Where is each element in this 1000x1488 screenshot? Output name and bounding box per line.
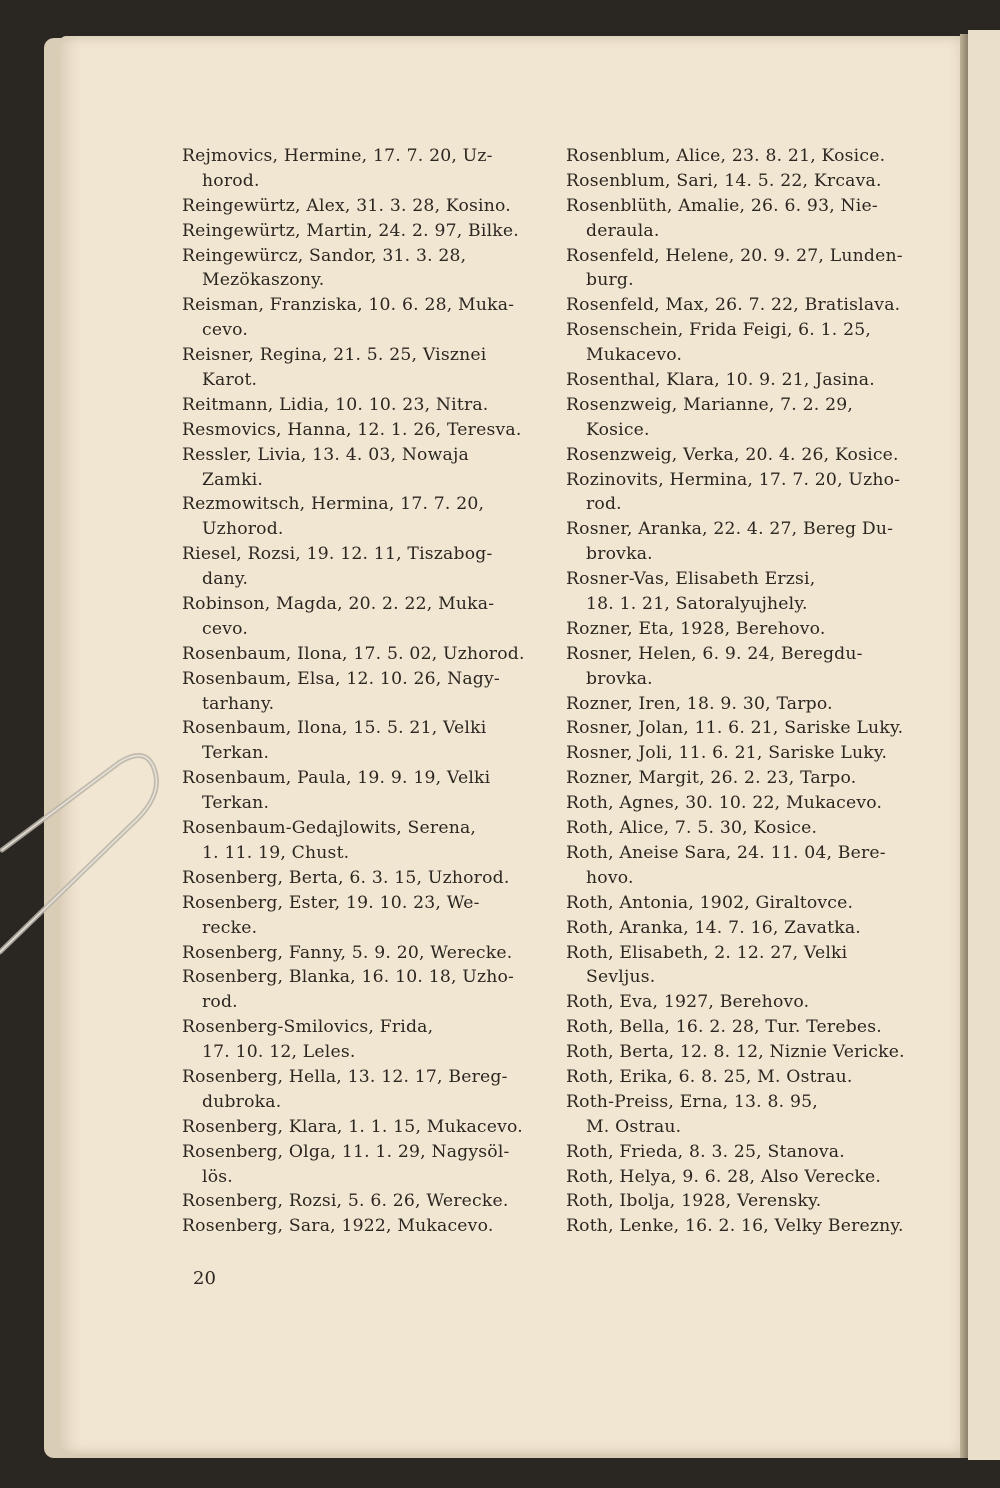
entry-line: Rozinovits, Hermina, 17. 7. 20, Uzho-: [566, 469, 901, 490]
entry-line: cevo.: [202, 320, 249, 341]
entry-line: rod.: [586, 494, 622, 515]
entry-line: Rosenberg, Hella, 13. 12. 17, Bereg-: [182, 1066, 508, 1087]
entry-line: brovka.: [586, 668, 653, 689]
entry-line: Roth, Agnes, 30. 10. 22, Mukacevo.: [566, 793, 883, 814]
entry-line: Rosenberg, Olga, 11. 1. 29, Nagysöl-: [182, 1141, 510, 1162]
entry-line: Resmovics, Hanna, 12. 1. 26, Teresva.: [182, 419, 522, 440]
entry-line: Terkan.: [202, 793, 270, 814]
entry-line: Rozner, Iren, 18. 9. 30, Tarpo.: [566, 693, 833, 714]
entry-line: Rezmowitsch, Hermina, 17. 7. 20,: [182, 494, 485, 515]
entry-line: Rosenzweig, Verka, 20. 4. 26, Kosice.: [566, 444, 899, 465]
entry-line: 17. 10. 12, Leles.: [202, 1042, 356, 1063]
entry-line: Rosenblüth, Amalie, 26. 6. 93, Nie-: [566, 195, 878, 216]
entry-line: Rosenbaum, Paula, 19. 9. 19, Velki: [182, 768, 491, 789]
entry-line: Mezökaszony.: [202, 270, 325, 291]
entry-line: Roth, Ibolja, 1928, Verensky.: [566, 1191, 822, 1212]
entry-line: Rosenbaum-Gedajlowits, Serena,: [182, 818, 477, 839]
paperclip-icon: [0, 740, 170, 980]
entry-line: dany.: [202, 569, 249, 590]
entry-line: Karot.: [202, 370, 258, 391]
entry-line: Uzhorod.: [202, 519, 284, 540]
entry-line: Roth, Helya, 9. 6. 28, Also Verecke.: [566, 1166, 882, 1187]
entry-line: Rosenfeld, Max, 26. 7. 22, Bratislava.: [566, 295, 901, 316]
entry-line: Roth, Erika, 6. 8. 25, M. Ostrau.: [566, 1066, 853, 1087]
entry-line: dubroka.: [202, 1091, 282, 1112]
entry-line: Rosenberg, Klara, 1. 1. 15, Mukacevo.: [182, 1116, 523, 1137]
entry-line: Rejmovics, Hermine, 17. 7. 20, Uz-: [182, 146, 493, 166]
entry-line: Rosenfeld, Helene, 20. 9. 27, Lunden-: [566, 245, 903, 266]
entry-line: horod.: [202, 170, 260, 191]
entry-line: Rosenblum, Sari, 14. 5. 22, Krcava.: [566, 170, 882, 191]
entry-line: Roth, Berta, 12. 8. 12, Niznie Vericke.: [566, 1042, 905, 1063]
entry-line: cevo.: [202, 618, 249, 639]
entry-line: Rosner, Helen, 6. 9. 24, Beregdu-: [566, 643, 863, 664]
left-name-column: [182, 144, 552, 1239]
entry-line: Rosenbaum, Elsa, 12. 10. 26, Nagy-: [182, 668, 500, 689]
entry-line: Reingewürtz, Martin, 24. 2. 97, Bilke.: [182, 220, 519, 241]
entry-line: Rosenschein, Frida Feigi, 6. 1. 25,: [566, 320, 872, 341]
entry-line: Rosenberg, Berta, 6. 3. 15, Uzhorod.: [182, 867, 510, 888]
entry-line: 18. 1. 21, Satoralyujhely.: [586, 594, 808, 615]
entry-line: brovka.: [586, 544, 653, 565]
entry-line: Terkan.: [202, 743, 270, 764]
entry-line: Rosenberg-Smilovics, Frida,: [182, 1017, 434, 1038]
page-number: 20: [193, 1268, 216, 1289]
entry-line: Rozner, Margit, 26. 2. 23, Tarpo.: [566, 768, 857, 789]
entry-line: Roth, Lenke, 16. 2. 16, Velky Berezny.: [566, 1216, 904, 1237]
book-spine: [960, 34, 968, 1458]
entry-line: Rosenthal, Klara, 10. 9. 21, Jasina.: [566, 370, 875, 391]
entry-line: tarhany.: [202, 693, 275, 714]
entry-line: Rosenberg, Rozsi, 5. 6. 26, Werecke.: [182, 1191, 509, 1212]
entry-line: Reingewürcz, Sandor, 31. 3. 28,: [182, 245, 467, 266]
entry-line: Rosner, Aranka, 22. 4. 27, Bereg Du-: [566, 519, 894, 540]
entry-line: M. Ostrau.: [586, 1116, 682, 1137]
entry-line: Rosenberg, Blanka, 16. 10. 18, Uzho-: [182, 967, 515, 988]
entry-line: Reingewürtz, Alex, 31. 3. 28, Kosino.: [182, 195, 511, 216]
entry-line: Rosenberg, Sara, 1922, Mukacevo.: [182, 1216, 494, 1237]
entry-line: Rosenbaum, Ilona, 15. 5. 21, Velki: [182, 718, 487, 739]
right-name-column: [566, 144, 946, 1239]
entry-line: Rosenblum, Alice, 23. 8. 21, Kosice.: [566, 146, 886, 166]
entry-line: Kosice.: [586, 419, 650, 440]
entry-line: Roth, Bella, 16. 2. 28, Tur. Terebes.: [566, 1017, 882, 1038]
entry-line: deraula.: [586, 220, 660, 241]
entry-line: hovo.: [586, 867, 634, 888]
entry-line: Roth, Aranka, 14. 7. 16, Zavatka.: [566, 917, 861, 938]
entry-line: 1. 11. 19, Chust.: [202, 842, 350, 863]
entry-line: Zamki.: [202, 469, 264, 490]
entry-line: rod.: [202, 992, 238, 1013]
entry-line: Rosner-Vas, Elisabeth Erzsi,: [566, 569, 816, 590]
entry-line: Roth, Eva, 1927, Berehovo.: [566, 992, 810, 1013]
entry-line: Reitmann, Lidia, 10. 10. 23, Nitra.: [182, 394, 489, 415]
entry-line: Sevljus.: [586, 967, 656, 988]
entry-line: Roth-Preiss, Erna, 13. 8. 95,: [566, 1091, 818, 1112]
entry-line: Roth, Alice, 7. 5. 30, Kosice.: [566, 818, 818, 839]
entry-line: Roth, Elisabeth, 2. 12. 27, Velki: [566, 942, 848, 963]
entry-line: Rosner, Joli, 11. 6. 21, Sariske Luky.: [566, 743, 888, 764]
entry-line: Reisman, Franziska, 10. 6. 28, Muka-: [182, 295, 515, 316]
entry-line: Rosenberg, Ester, 19. 10. 23, We-: [182, 892, 480, 913]
entry-line: Mukacevo.: [586, 345, 683, 366]
entry-line: Riesel, Rozsi, 19. 12. 11, Tiszabog-: [182, 544, 493, 565]
entry-line: Roth, Aneise Sara, 24. 11. 04, Bere-: [566, 842, 886, 863]
entry-line: Reisner, Regina, 21. 5. 25, Visznei: [182, 345, 487, 366]
entry-line: recke.: [202, 917, 258, 938]
entry-line: Rosenzweig, Marianne, 7. 2. 29,: [566, 394, 854, 415]
entry-line: Rosenberg, Fanny, 5. 9. 20, Werecke.: [182, 942, 513, 963]
entry-line: Robinson, Magda, 20. 2. 22, Muka-: [182, 594, 495, 615]
adjacent-page-edge: [968, 30, 1000, 1460]
entry-line: Rozner, Eta, 1928, Berehovo.: [566, 618, 826, 639]
entry-line: Rosenbaum, Ilona, 17. 5. 02, Uzhorod.: [182, 643, 525, 664]
entry-line: burg.: [586, 270, 634, 291]
entry-line: Roth, Frieda, 8. 3. 25, Stanova.: [566, 1141, 845, 1162]
entry-line: lös.: [202, 1166, 233, 1187]
entry-line: Ressler, Livia, 13. 4. 03, Nowaja: [182, 444, 469, 465]
entry-line: Roth, Antonia, 1902, Giraltovce.: [566, 892, 854, 913]
entry-line: Rosner, Jolan, 11. 6. 21, Sariske Luky.: [566, 718, 904, 739]
